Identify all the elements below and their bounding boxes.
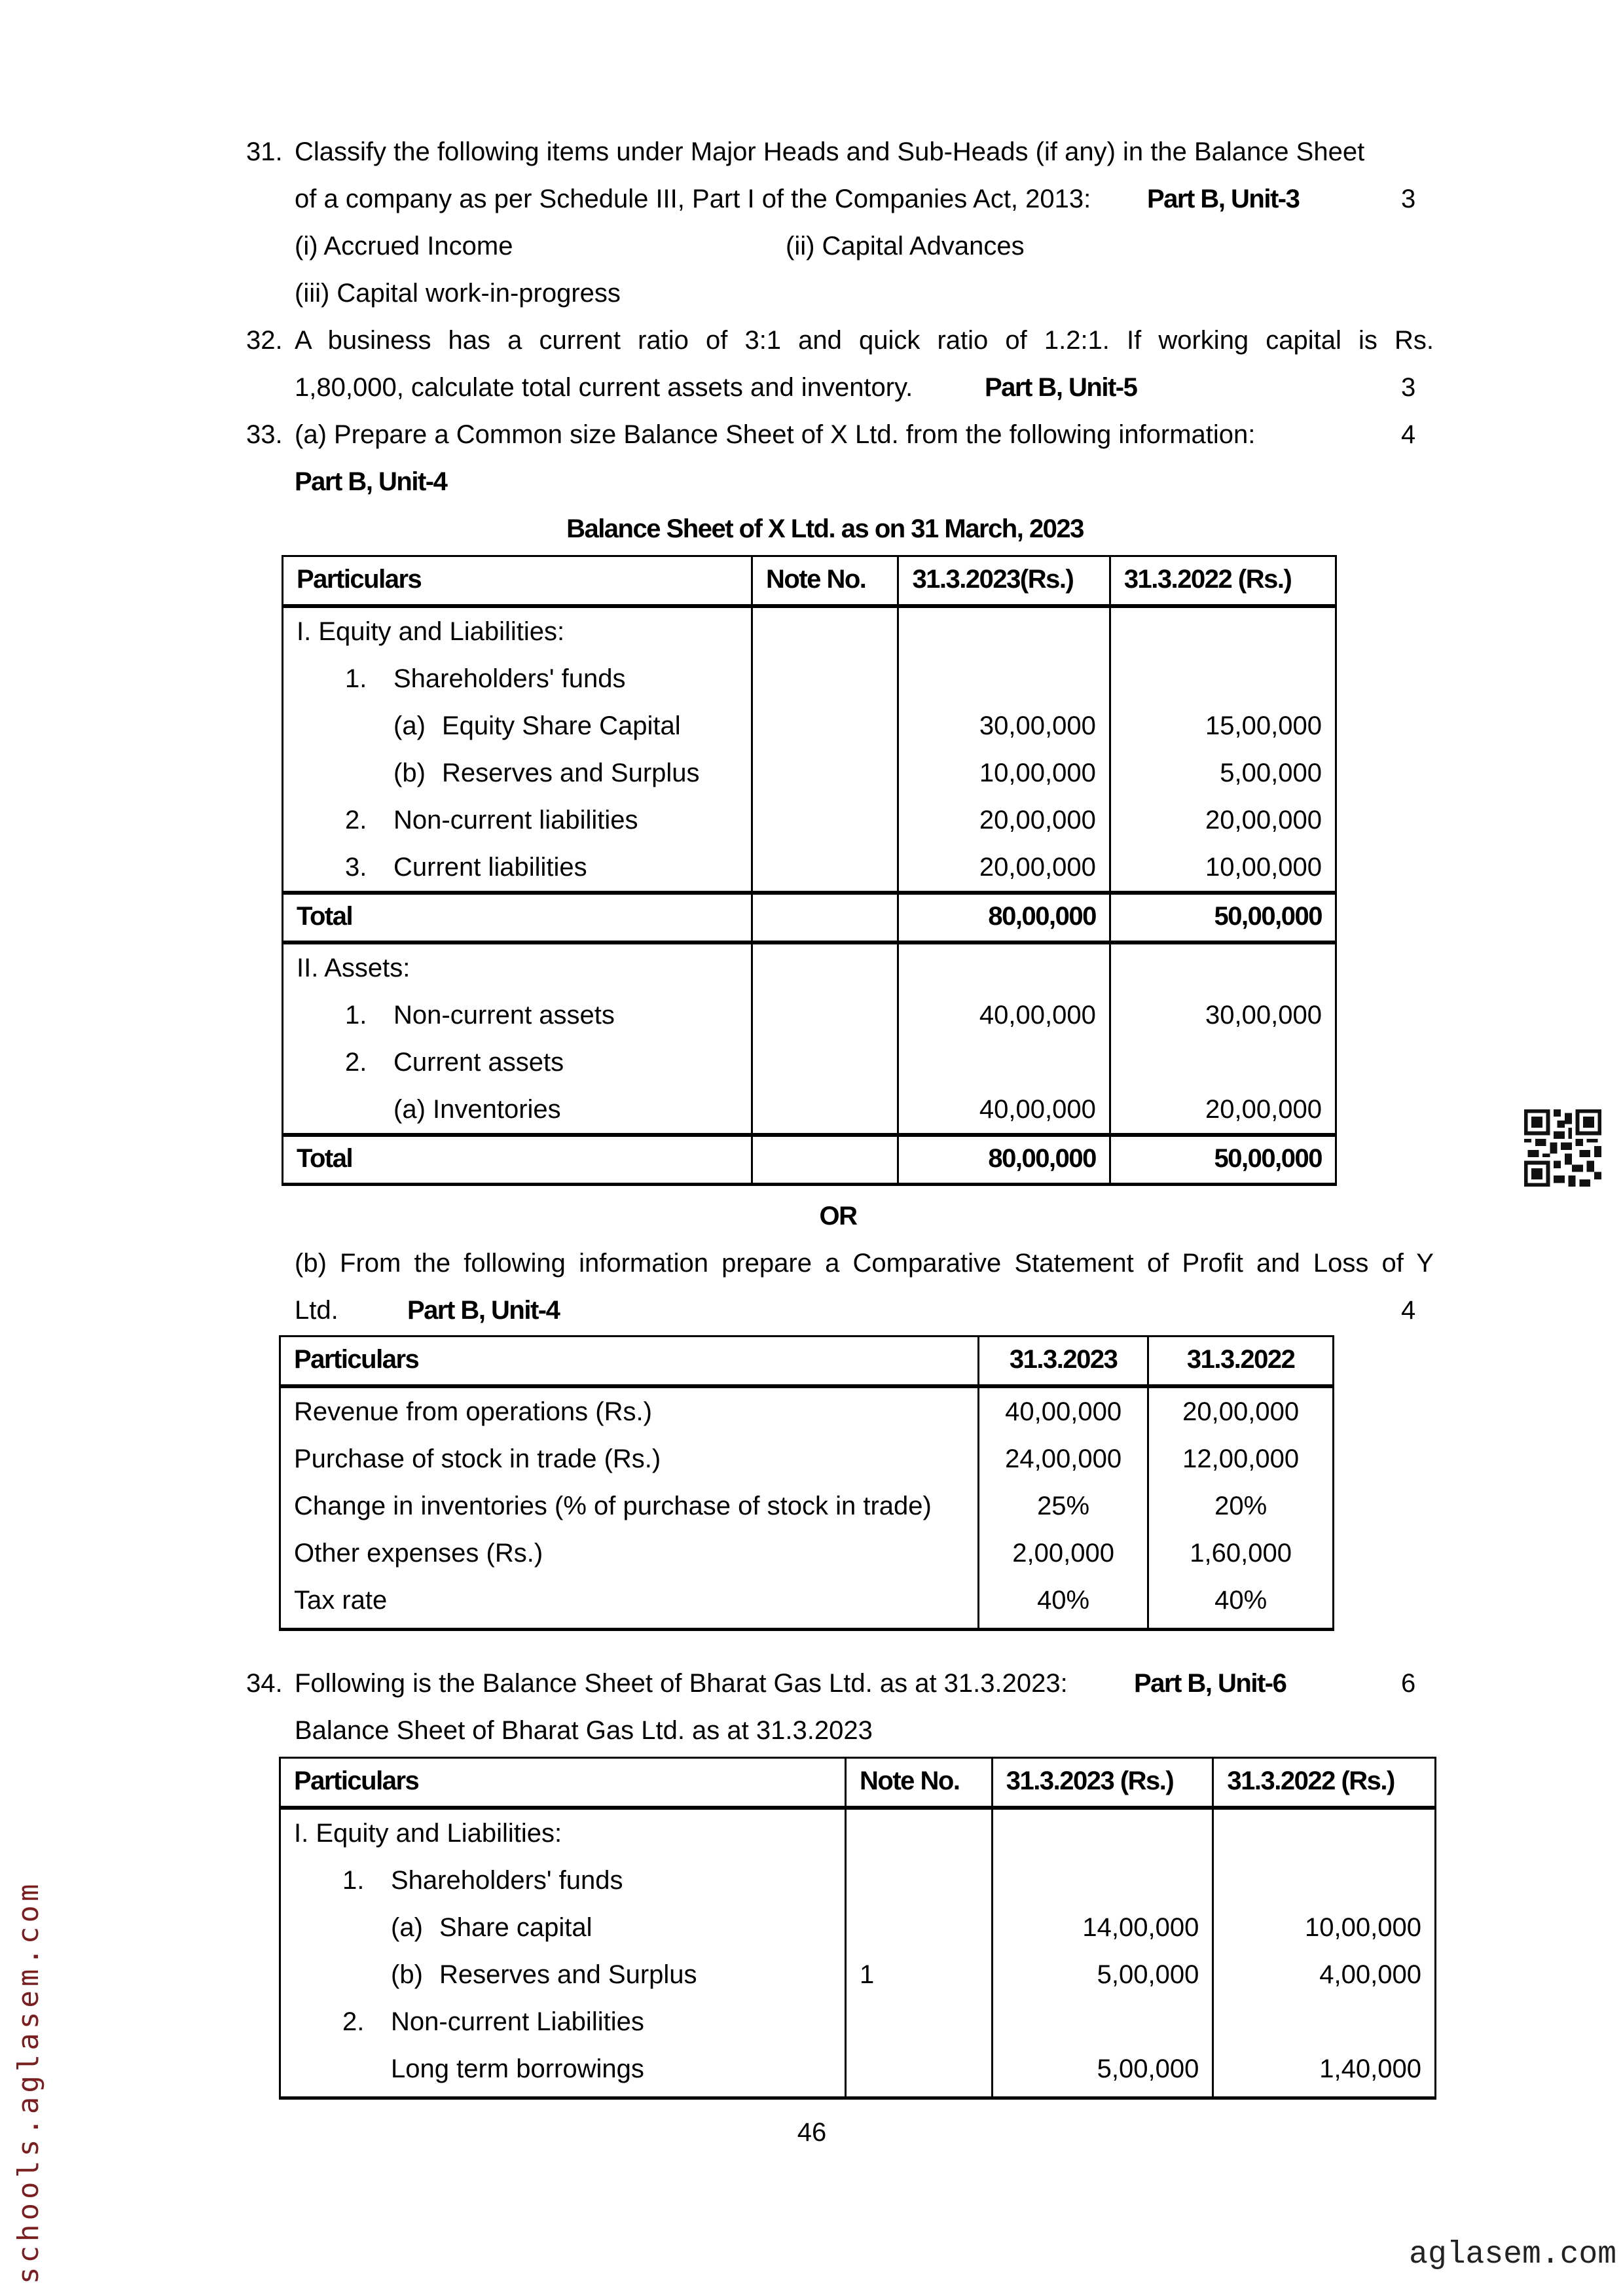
value-2022-cell [1148,1386,1334,1630]
particulars-cell [280,1386,979,1630]
item-number: (b) [391,1960,423,1989]
total-label: Total [283,893,752,942]
q32-number: 32. [246,326,283,355]
value: 20,00,000 [979,806,1096,834]
col-header-2022: 31.3.2022 (Rs.) [1110,556,1336,607]
table-header-row [280,1758,1436,1808]
total-2022: 50,00,000 [1110,1135,1336,1185]
value: 30,00,000 [979,711,1096,740]
balance-sheet-bharat-gas-table [279,1757,1436,2100]
value: 5,00,000 [1220,759,1322,787]
col-header-2022: 31.3.2022 (Rs.) [1213,1758,1436,1808]
item-label: Shareholders' funds [391,1866,623,1895]
section-heading: II. Assets: [297,954,410,982]
value: 10,00,000 [979,759,1096,787]
col-header-note: Note No. [752,556,898,607]
item-label: Non-current Liabilities [391,2007,644,2036]
watermark-corner: aglasem.com [1409,2237,1616,2272]
value [1227,1810,1421,1857]
qr-code-icon [1524,1109,1601,1187]
value [912,944,1095,992]
total-2023: 80,00,000 [898,1135,1110,1185]
value: 20,00,000 [1205,1095,1322,1124]
q31-line2: of a company as per Schedule III, Part I of the Companies Act, 2013: [295,185,1091,213]
row-label: Revenue from operations (Rs.) [294,1397,652,1426]
table-header-row [283,556,1336,607]
item-number: (a) [393,711,426,740]
item-label: Non-current assets [393,1001,615,1030]
q31-item-3: (iii) Capital work-in-progress [295,279,621,308]
value [1227,1857,1421,1904]
q33b-line2: Ltd. [295,1296,338,1325]
value [1124,1039,1322,1086]
col-header-2023: 31.3.2023(Rs.) [898,556,1110,607]
value: 12,00,000 [1182,1444,1300,1473]
value-2023-cell [898,942,1110,1135]
value [1124,655,1322,702]
section-heading: I. Equity and Liabilities: [294,1819,562,1848]
value-2023-cell [978,1386,1148,1630]
note-value [860,1810,978,1857]
value: 40,00,000 [979,1001,1096,1030]
value: 20,00,000 [1182,1397,1300,1426]
value: 30,00,000 [1205,1001,1322,1030]
value: 40% [1214,1586,1267,1615]
item-label: Current liabilities [393,853,587,882]
table-row-assets [283,942,1336,1135]
value [1006,1857,1199,1904]
value: 5,00,000 [1097,1960,1199,1989]
item-label: Reserves and Surplus [439,1960,697,1989]
note-cell [752,606,898,893]
item-number: 1. [342,1866,365,1895]
q32-line2: 1,80,000, calculate total current assets and inventory. [295,373,913,402]
comparative-pl-table [279,1335,1334,1631]
value: 1,60,000 [1190,1539,1292,1568]
value: 1,40,000 [1319,2054,1421,2083]
item-number: (b) [393,759,426,787]
value [912,1039,1095,1086]
value [912,608,1095,655]
value: 24,00,000 [1005,1444,1122,1473]
item-label: Shareholders' funds [393,664,626,693]
item-number: 2. [345,806,367,834]
q31-line1 [295,128,1434,175]
value: 4,00,000 [1319,1960,1421,1989]
particulars-cell [283,606,752,893]
q33b-unit-tag: Part B, Unit-4 [407,1296,560,1325]
item-number: 1. [345,664,367,693]
item-label: Current assets [393,1048,564,1077]
value: 20,00,000 [979,853,1096,882]
item-label: Share capital [439,1913,593,1942]
q31-item-1: (i) Accrued Income [295,232,513,260]
q33-unit-tag: Part B, Unit-4 [295,467,447,496]
value: 10,00,000 [1205,853,1322,882]
note-value [860,1857,978,1904]
col-header-particulars: Particulars [280,1336,979,1387]
col-header-2022: 31.3.2022 [1148,1336,1334,1387]
value: 40,00,000 [979,1095,1096,1124]
value: 25% [1037,1492,1090,1520]
or-separator: OR [819,1202,857,1230]
row-label: Tax rate [294,1586,388,1615]
col-header-2023: 31.3.2023 [978,1336,1148,1387]
q34-unit-tag: Part B, Unit-6 [1134,1669,1286,1698]
note-value: 1 [860,1960,875,1989]
item-number: 3. [345,853,367,882]
col-header-2023: 31.3.2023 (Rs.) [992,1758,1213,1808]
value: 14,00,000 [1082,1913,1199,1942]
watermark-side: schools.aglasem.com [12,1880,45,2284]
value: 2,00,000 [1012,1539,1114,1568]
value [1227,1998,1421,2045]
value: 10,00,000 [1305,1913,1421,1942]
value [1006,1998,1199,2045]
row-label: Change in inventories (% of purchase of stock in trade) [294,1492,932,1520]
value [1124,608,1322,655]
q34-subtitle: Balance Sheet of Bharat Gas Ltd. as at 31.3.2023 [295,1716,873,1745]
value: 40% [1037,1586,1090,1615]
item-label: Long term borrowings [391,2054,644,2083]
note-value [860,1998,978,2045]
q32-marks: 3 [1401,373,1416,402]
particulars-cell [280,1808,846,2098]
q31-unit-tag: Part B, Unit-3 [1147,185,1300,213]
note-value [860,2045,978,2092]
value [1124,944,1322,992]
table-row-total [283,893,1336,942]
value-2022-cell [1110,942,1336,1135]
value-2023-cell [898,606,1110,893]
value: 20% [1214,1492,1267,1520]
table-row-total [283,1135,1336,1185]
item-number: 2. [342,2007,365,2036]
q34-number: 34. [246,1669,283,1698]
q34-line1: Following is the Balance Sheet of Bharat Gas Ltd. as at 31.3.2023: [295,1669,1068,1698]
note-cell [846,1808,993,2098]
value: 15,00,000 [1205,711,1322,740]
note-cell [752,942,898,1135]
section-heading: I. Equity and Liabilities: [297,617,565,646]
table-row-equity-liabilities [283,606,1336,893]
item-label: Non-current liabilities [393,806,638,834]
q33-table-title: Balance Sheet of X Ltd. as on 31 March, 2023 [566,514,1084,543]
value: 40,00,000 [1005,1397,1122,1426]
q31-text: Classify the following items under Major Heads and Sub-Heads (if any) in the Balance Sheet [295,137,1365,166]
item-label: Reserves and Surplus [442,759,700,787]
value-2022-cell [1213,1808,1436,2098]
col-header-particulars: Particulars [283,556,752,607]
note-cell [752,1135,898,1185]
particulars-cell [283,942,752,1135]
q33-number: 33. [246,420,283,449]
value [912,655,1095,702]
note-value [860,1904,978,1951]
item-number: 2. [345,1048,367,1077]
q31-marks: 3 [1401,185,1416,213]
table-row [280,1386,1334,1630]
table-header-row [280,1336,1334,1387]
item-label: Equity Share Capital [442,711,681,740]
q32-unit-tag: Part B, Unit-5 [985,373,1137,402]
balance-sheet-x-table [282,555,1337,1186]
value-2022-cell [1110,606,1336,893]
total-label: Total [283,1135,752,1185]
table-row-equity-liabilities [280,1808,1436,2098]
q33-line1: (a) Prepare a Common size Balance Sheet of X Ltd. from the following information: [295,420,1256,449]
col-header-note: Note No. [846,1758,993,1808]
q32-line1: A business has a current ratio of 3:1 and quick ratio of 1.2:1. If working capital is Rs. [295,326,1434,355]
q31-item-2: (ii) Capital Advances [786,232,1025,260]
item-label: Inventories [433,1095,561,1124]
q33-marks: 4 [1401,420,1416,449]
total-2022: 50,00,000 [1110,893,1336,942]
value: 5,00,000 [1097,2054,1199,2083]
q33b-marks: 4 [1401,1296,1416,1325]
total-2023: 80,00,000 [898,893,1110,942]
row-label: Purchase of stock in trade (Rs.) [294,1444,661,1473]
item-number: (a) [393,1095,426,1124]
note-cell [752,893,898,942]
item-number: 1. [345,1001,367,1030]
col-header-particulars: Particulars [280,1758,846,1808]
page-number: 46 [797,2118,827,2147]
q33b-line1: (b) From the following information prepare a Comparative Statement of Profit and Loss of Y [295,1249,1434,1278]
q34-marks: 6 [1401,1669,1416,1698]
value: 20,00,000 [1205,806,1322,834]
value-2023-cell [992,1808,1213,2098]
row-label: Other expenses (Rs.) [294,1539,543,1568]
q31-number: 31. [246,137,283,166]
item-number: (a) [391,1913,423,1942]
value [1006,1810,1199,1857]
